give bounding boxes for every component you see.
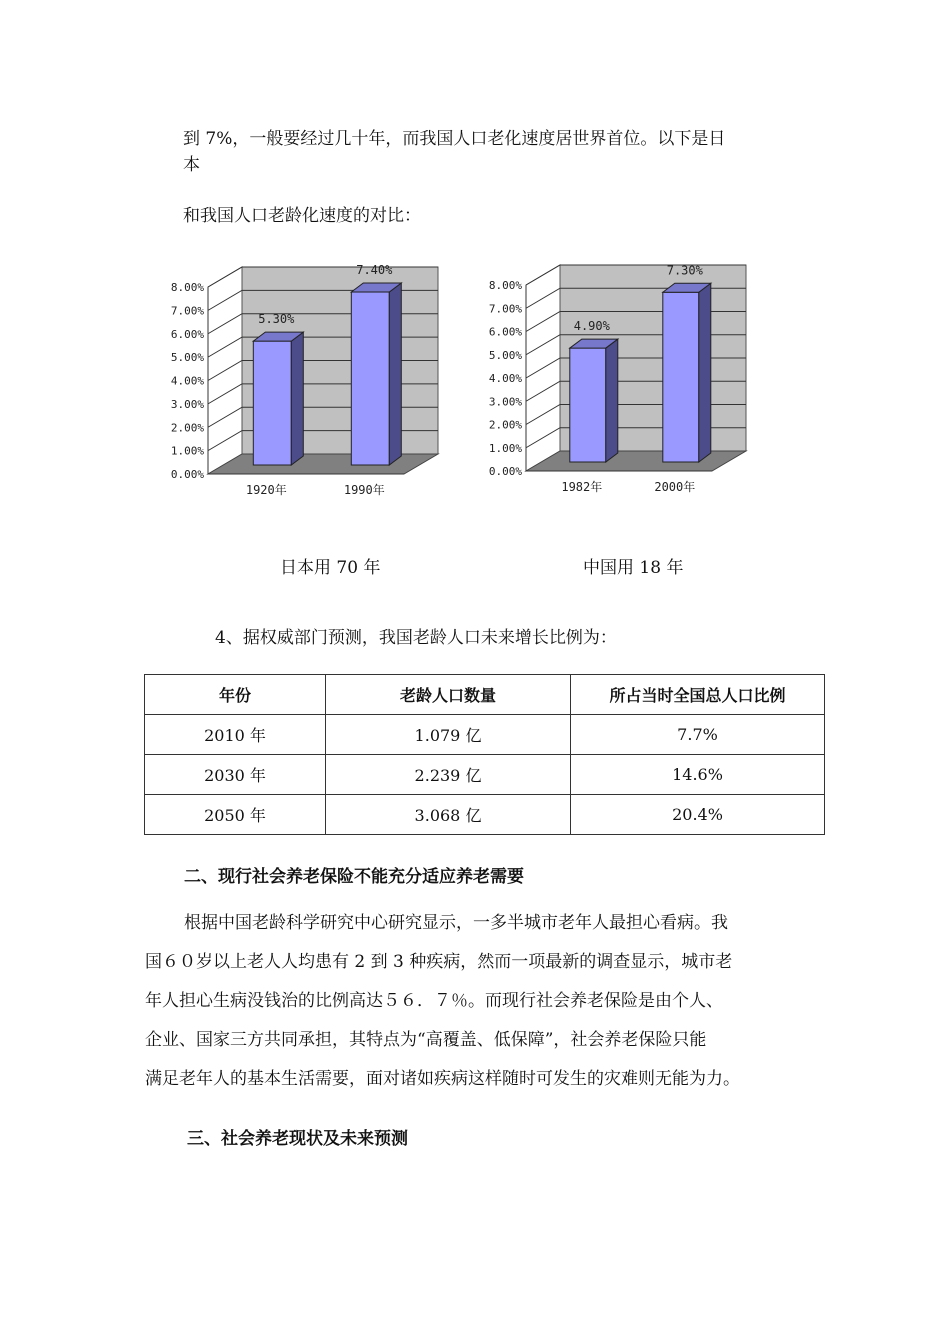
cell-population: 3.068 亿	[326, 795, 571, 835]
header-year: 年份	[145, 675, 326, 715]
bar	[663, 292, 699, 462]
y-tick-label: 4.00%	[488, 372, 522, 385]
table-row	[145, 755, 825, 795]
y-tick-label: 3.00%	[488, 395, 522, 409]
elderly-population-table	[144, 674, 825, 835]
intro-line-3: 和我国人口老龄化速度的对比：	[183, 206, 421, 226]
y-tick-label: 6.00%	[488, 325, 522, 339]
y-tick-label: 8.00%	[488, 279, 522, 292]
bar-side	[606, 339, 618, 462]
y-tick-label: 2.00%	[488, 418, 522, 432]
china-chart-caption: 中国用 18 年	[583, 558, 684, 578]
data-label: 4.90%	[573, 319, 610, 334]
paragraph-2-line: 根据中国老龄科学研究中心研究显示，一多半城市老年人最担心看病。我	[184, 913, 728, 933]
data-label: 5.30%	[258, 312, 295, 327]
y-tick-label: 7.00%	[170, 304, 204, 318]
y-tick-label: 0.00%	[170, 468, 204, 481]
y-tick-label: 0.00%	[488, 465, 522, 478]
x-tick-label: 1982年	[561, 480, 603, 494]
y-tick-label: 5.00%	[170, 351, 204, 365]
data-label: 7.40%	[356, 263, 393, 278]
intro-line-2: 本	[183, 155, 200, 175]
table-row	[145, 715, 825, 755]
table-row	[145, 795, 825, 835]
bar	[253, 341, 291, 465]
cell-ratio: 7.7%	[571, 715, 825, 755]
y-tick-label: 1.00%	[488, 441, 522, 455]
bar-side	[699, 283, 711, 462]
x-tick-label: 1990年	[343, 483, 385, 497]
cell-year: 2010 年	[145, 715, 326, 755]
cell-ratio: 14.6%	[571, 755, 825, 795]
bar	[570, 348, 606, 462]
cell-year: 2050 年	[145, 795, 326, 835]
cell-year: 2030 年	[145, 755, 326, 795]
header-population: 老龄人口数量	[326, 675, 571, 715]
x-tick-label: 1920年	[245, 483, 287, 497]
cell-ratio: 20.4%	[571, 795, 825, 835]
chart-floor	[208, 454, 438, 474]
header-ratio: 所占当时全国总人口比例	[571, 675, 825, 715]
paragraph-2-line: 企业、国家三方共同承担，其特点为“高覆盖、低保障”，社会养老保险只能	[145, 1030, 707, 1050]
y-tick-label: 6.00%	[170, 327, 204, 341]
bar-side	[389, 283, 401, 465]
japan-aging-chart	[150, 250, 450, 500]
y-tick-label: 4.00%	[170, 374, 204, 388]
data-label: 7.30%	[666, 263, 703, 278]
y-tick-label: 8.00%	[170, 281, 204, 294]
paragraph-2-line: 满足老年人的基本生活需要，面对诸如疾病这样随时可发生的灾难则无能为力。	[145, 1069, 740, 1089]
y-tick-label: 7.00%	[488, 302, 522, 316]
section-4-text: 4、据权威部门预测，我国老龄人口未来增长比例为：	[215, 628, 617, 648]
paragraph-2-line: 年人担心生病没钱治的比例高达５６．７％。而现行社会养老保险是由个人、	[145, 991, 723, 1011]
china-aging-chart	[470, 250, 760, 500]
x-tick-label: 2000年	[654, 480, 696, 494]
cell-population: 2.239 亿	[326, 755, 571, 795]
japan-chart-caption: 日本用 70 年	[280, 558, 381, 578]
bar-side	[291, 332, 303, 465]
y-tick-label: 3.00%	[170, 397, 204, 411]
y-tick-label: 5.00%	[488, 348, 522, 362]
y-tick-label: 2.00%	[170, 421, 204, 435]
cell-population: 1.079 亿	[326, 715, 571, 755]
paragraph-2-line: 国６０岁以上老人人均患有 2 到 3 种疾病，然而一项最新的调查显示，城市老	[145, 952, 733, 972]
chart-floor	[526, 451, 746, 471]
intro-line-1: 到 7%，一般要经过几十年，而我国人口老化速度居世界首位。以下是日	[183, 129, 726, 149]
table-header-row	[145, 675, 825, 715]
section-3-heading: 三、社会养老现状及未来预测	[187, 1129, 408, 1149]
section-2-heading: 二、现行社会养老保险不能充分适应养老需要	[184, 867, 524, 887]
bar	[351, 292, 389, 465]
y-tick-label: 1.00%	[170, 444, 204, 458]
